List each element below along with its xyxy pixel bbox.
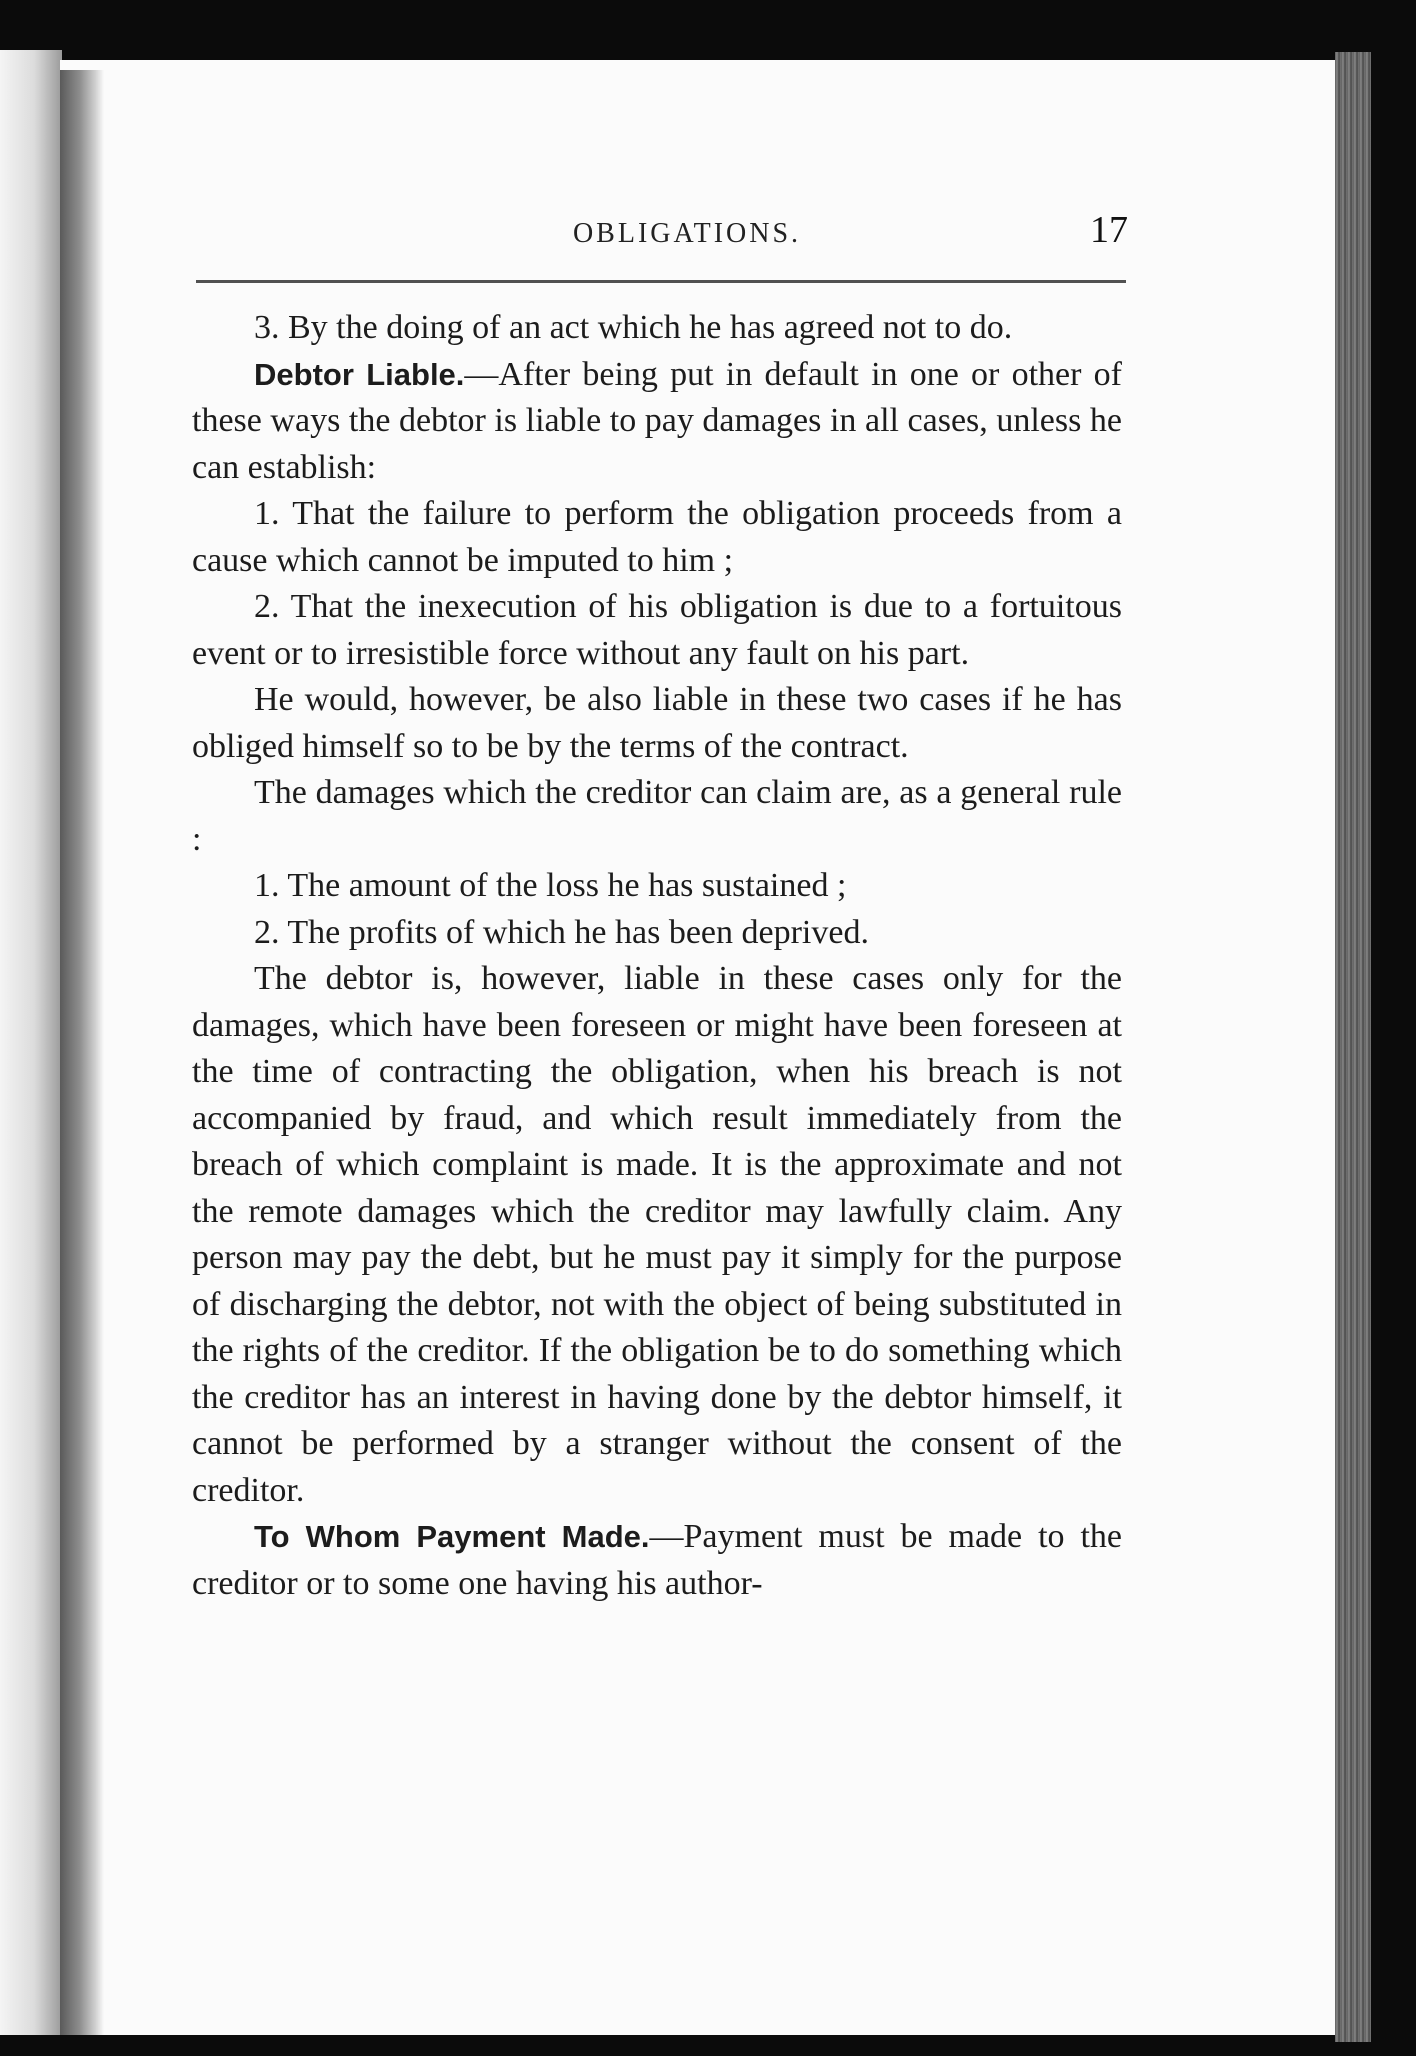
paragraph-item-1: [192, 491, 1122, 584]
paragraph-foreseen-damages: [192, 956, 1122, 1514]
paragraph-debtor-liable: [192, 352, 1122, 492]
paragraph-text: —Payment must be made to the creditor or to some one having his author-: [192, 1518, 1122, 1602]
body-text: [192, 305, 1152, 1607]
page-number: 17: [1090, 209, 1128, 251]
paragraph-item-3: [192, 305, 1122, 352]
paragraph-damages-item-1: [192, 863, 1122, 910]
page-content: [192, 190, 1152, 1607]
paragraph-text: 1. The amount of the loss he has sustained ;: [254, 867, 847, 904]
paragraph-item-2: [192, 584, 1122, 677]
paragraph-text: The debtor is, however, liable in these cases only for the damages, which have been foreseen or might have been foreseen at the time of contracting the obligation, when his breach is not accompanied by fraud, and which result immediately from the breach of which complaint is made. It is the approximate and not the remote damages which the creditor may lawfully claim. Any person may pay the debt, but he must pay it simply for the purpose of discharging the debtor, not with the object of being substituted in the rights of the creditor. If the obligation be to do something which the creditor has an interest in having done by the debtor himself, it cannot be performed by a stranger without the consent of the creditor.: [192, 960, 1122, 1509]
paragraph-text: He would, however, be also liable in these two cases if he has obliged himself so to be by the terms of the contract.: [192, 681, 1122, 765]
paragraph-text: 3. By the doing of an act which he has agreed not to do.: [254, 309, 1013, 346]
running-head: [192, 190, 1152, 250]
paragraph-damages-rule: [192, 770, 1122, 863]
gutter-shadow: [60, 70, 104, 2035]
paragraph-also-liable: [192, 677, 1122, 770]
running-title: OBLIGATIONS.: [572, 218, 802, 249]
section-heading: To Whom Payment Made.: [254, 1519, 650, 1554]
facing-page-edge: [0, 50, 62, 2035]
paragraph-text: 2. That the inexecution of his obligation is due to a fortuitous event or to irresistible force without any fault on his part.: [192, 588, 1122, 672]
paragraph-to-whom-payment: [192, 1514, 1122, 1607]
paragraph-text: The damages which the creditor can claim are, as a general rule :: [192, 774, 1122, 858]
paragraph-damages-item-2: [192, 910, 1122, 957]
paragraph-text: 1. That the failure to perform the obligation proceeds from a cause which cannot be imputed to him ;: [192, 495, 1122, 579]
section-heading: Debtor Liable.: [254, 356, 465, 392]
page-stack-edge: [1335, 52, 1371, 2042]
header-rule: [196, 280, 1126, 283]
paragraph-text: —After being put in default in one or other of these ways the debtor is liable to pay damages in all cases, unless he can establish:: [192, 355, 1122, 486]
paragraph-text: 2. The profits of which he has been deprived.: [254, 913, 869, 951]
